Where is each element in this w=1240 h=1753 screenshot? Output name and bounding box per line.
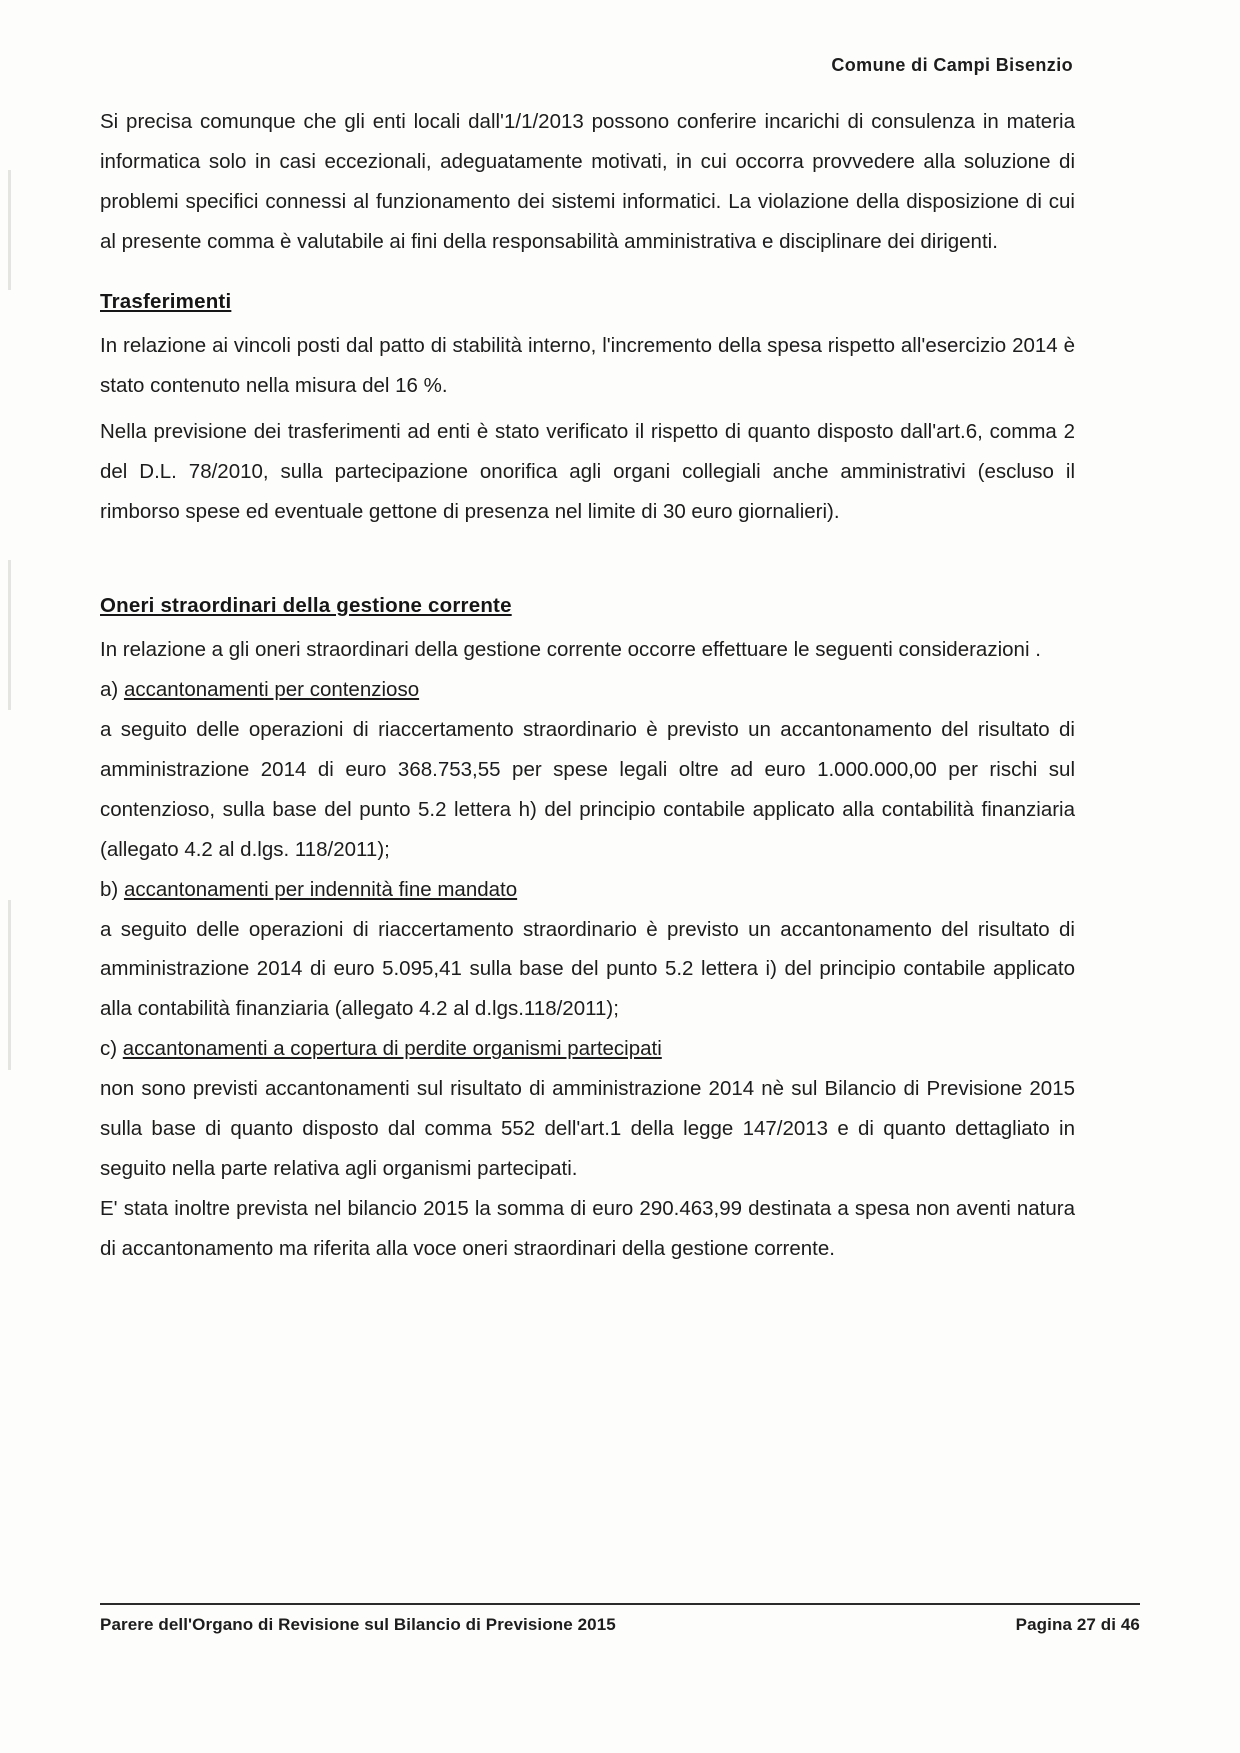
trasferimenti-paragraph-2: Nella previsione dei trasferimenti ad enti è stato verificato il rispetto di quanto disposto dall'art.6, comma 2 del D.L. 78/2010, sulla partecipazione onorifica agli organi collegiali anche amministrativi (escluso il rimborso spese ed eventuale gettone di presenza nel limite di 30 euro giornalieri). — [100, 419, 1075, 523]
spacer — [100, 538, 1075, 594]
scan-edge-mark — [8, 900, 11, 1070]
item-b-heading-text: accantonamenti per indennità fine mandato — [123, 877, 518, 901]
item-a-marker: a) — [100, 677, 119, 701]
item-b-text: a seguito delle operazioni di riaccertamento straordinario è previsto un accantonamento del risultato di amministrazione 2014 di euro 5.095,41 sulla base del punto 5.2 lettera i) del principio contabile applicato alla contabilità finanziaria (allegato 4.2 al d.lgs.118/2011); — [100, 917, 1075, 1021]
item-a-heading — [100, 670, 1075, 710]
intro-paragraph: Si precisa comunque che gli enti locali dall'1/1/2013 possono conferire incarichi di consulenza in materia informatica solo in casi eccezionali, adeguatamente motivati, in cui occorra provvedere alla soluzione di problemi specifici connessi al funzionamento dei sistemi informatici. La violazione della disposizione di cui al presente comma è valutabile ai fini della responsabilità amministrativa e disciplinare dei dirigenti. — [100, 110, 1075, 253]
item-c-heading — [100, 1029, 1075, 1069]
footer-page-number: Pagina 27 di 46 — [1015, 1615, 1140, 1634]
oneri-closing-paragraph: E' stata inoltre prevista nel bilancio 2015 la somma di euro 290.463,99 destinata a spesa non aventi natura di accantonamento ma riferita alla voce oneri straordinari della gestione corrente. — [100, 1197, 1075, 1261]
oneri-lead-paragraph: In relazione a gli oneri straordinari della gestione corrente occorre effettuare le seguenti considerazioni . — [100, 637, 1041, 661]
section-title-trasferimenti: Trasferimenti — [100, 289, 232, 313]
item-a-text: a seguito delle operazioni di riaccertamento straordinario è previsto un accantonamento del risultato di amministrazione 2014 di euro 368.753,55 per spese legali oltre ad euro 1.000.000,00 per rischi sul contenzioso, sulla base del punto 5.2 lettera h) del principio contabile applicato alla contabilità finanziaria (allegato 4.2 al d.lgs. 118/2011); — [100, 717, 1075, 861]
scan-edge-mark — [8, 560, 11, 710]
item-a-heading-text: accantonamenti per contenzioso — [123, 677, 420, 701]
item-b-heading — [100, 870, 1075, 910]
scan-edge-mark — [8, 170, 11, 290]
footer-document-title: Parere dell'Organo di Revisione sul Bilancio di Previsione 2015 — [100, 1615, 616, 1634]
section-title-oneri-straordinari: Oneri straordinari della gestione corrente — [100, 593, 512, 617]
item-b-marker: b) — [100, 877, 119, 901]
item-c-text: non sono previsti accantonamenti sul risultato di amministrazione 2014 nè sul Bilancio di Previsione 2015 sulla base di quanto disposto dal comma 552 dell'art.1 della legge 147/2013 e di quanto dettagliato in seguito nella parte relativa agli organismi partecipati. — [100, 1077, 1075, 1181]
spacer — [100, 268, 1075, 290]
page-footer — [100, 1603, 1140, 1635]
page-content — [100, 55, 1075, 1275]
document-header-organization: Comune di Campi Bisenzio — [831, 55, 1073, 75]
item-c-marker: c) — [100, 1037, 118, 1061]
item-c-heading-text: accantonamenti a copertura di perdite organismi partecipati — [122, 1037, 662, 1061]
trasferimenti-paragraph-1: In relazione ai vincoli posti dal patto di stabilità interno, l'incremento della spesa rispetto all'esercizio 2014 è stato contenuto nella misura del 16 %. — [100, 333, 1075, 397]
